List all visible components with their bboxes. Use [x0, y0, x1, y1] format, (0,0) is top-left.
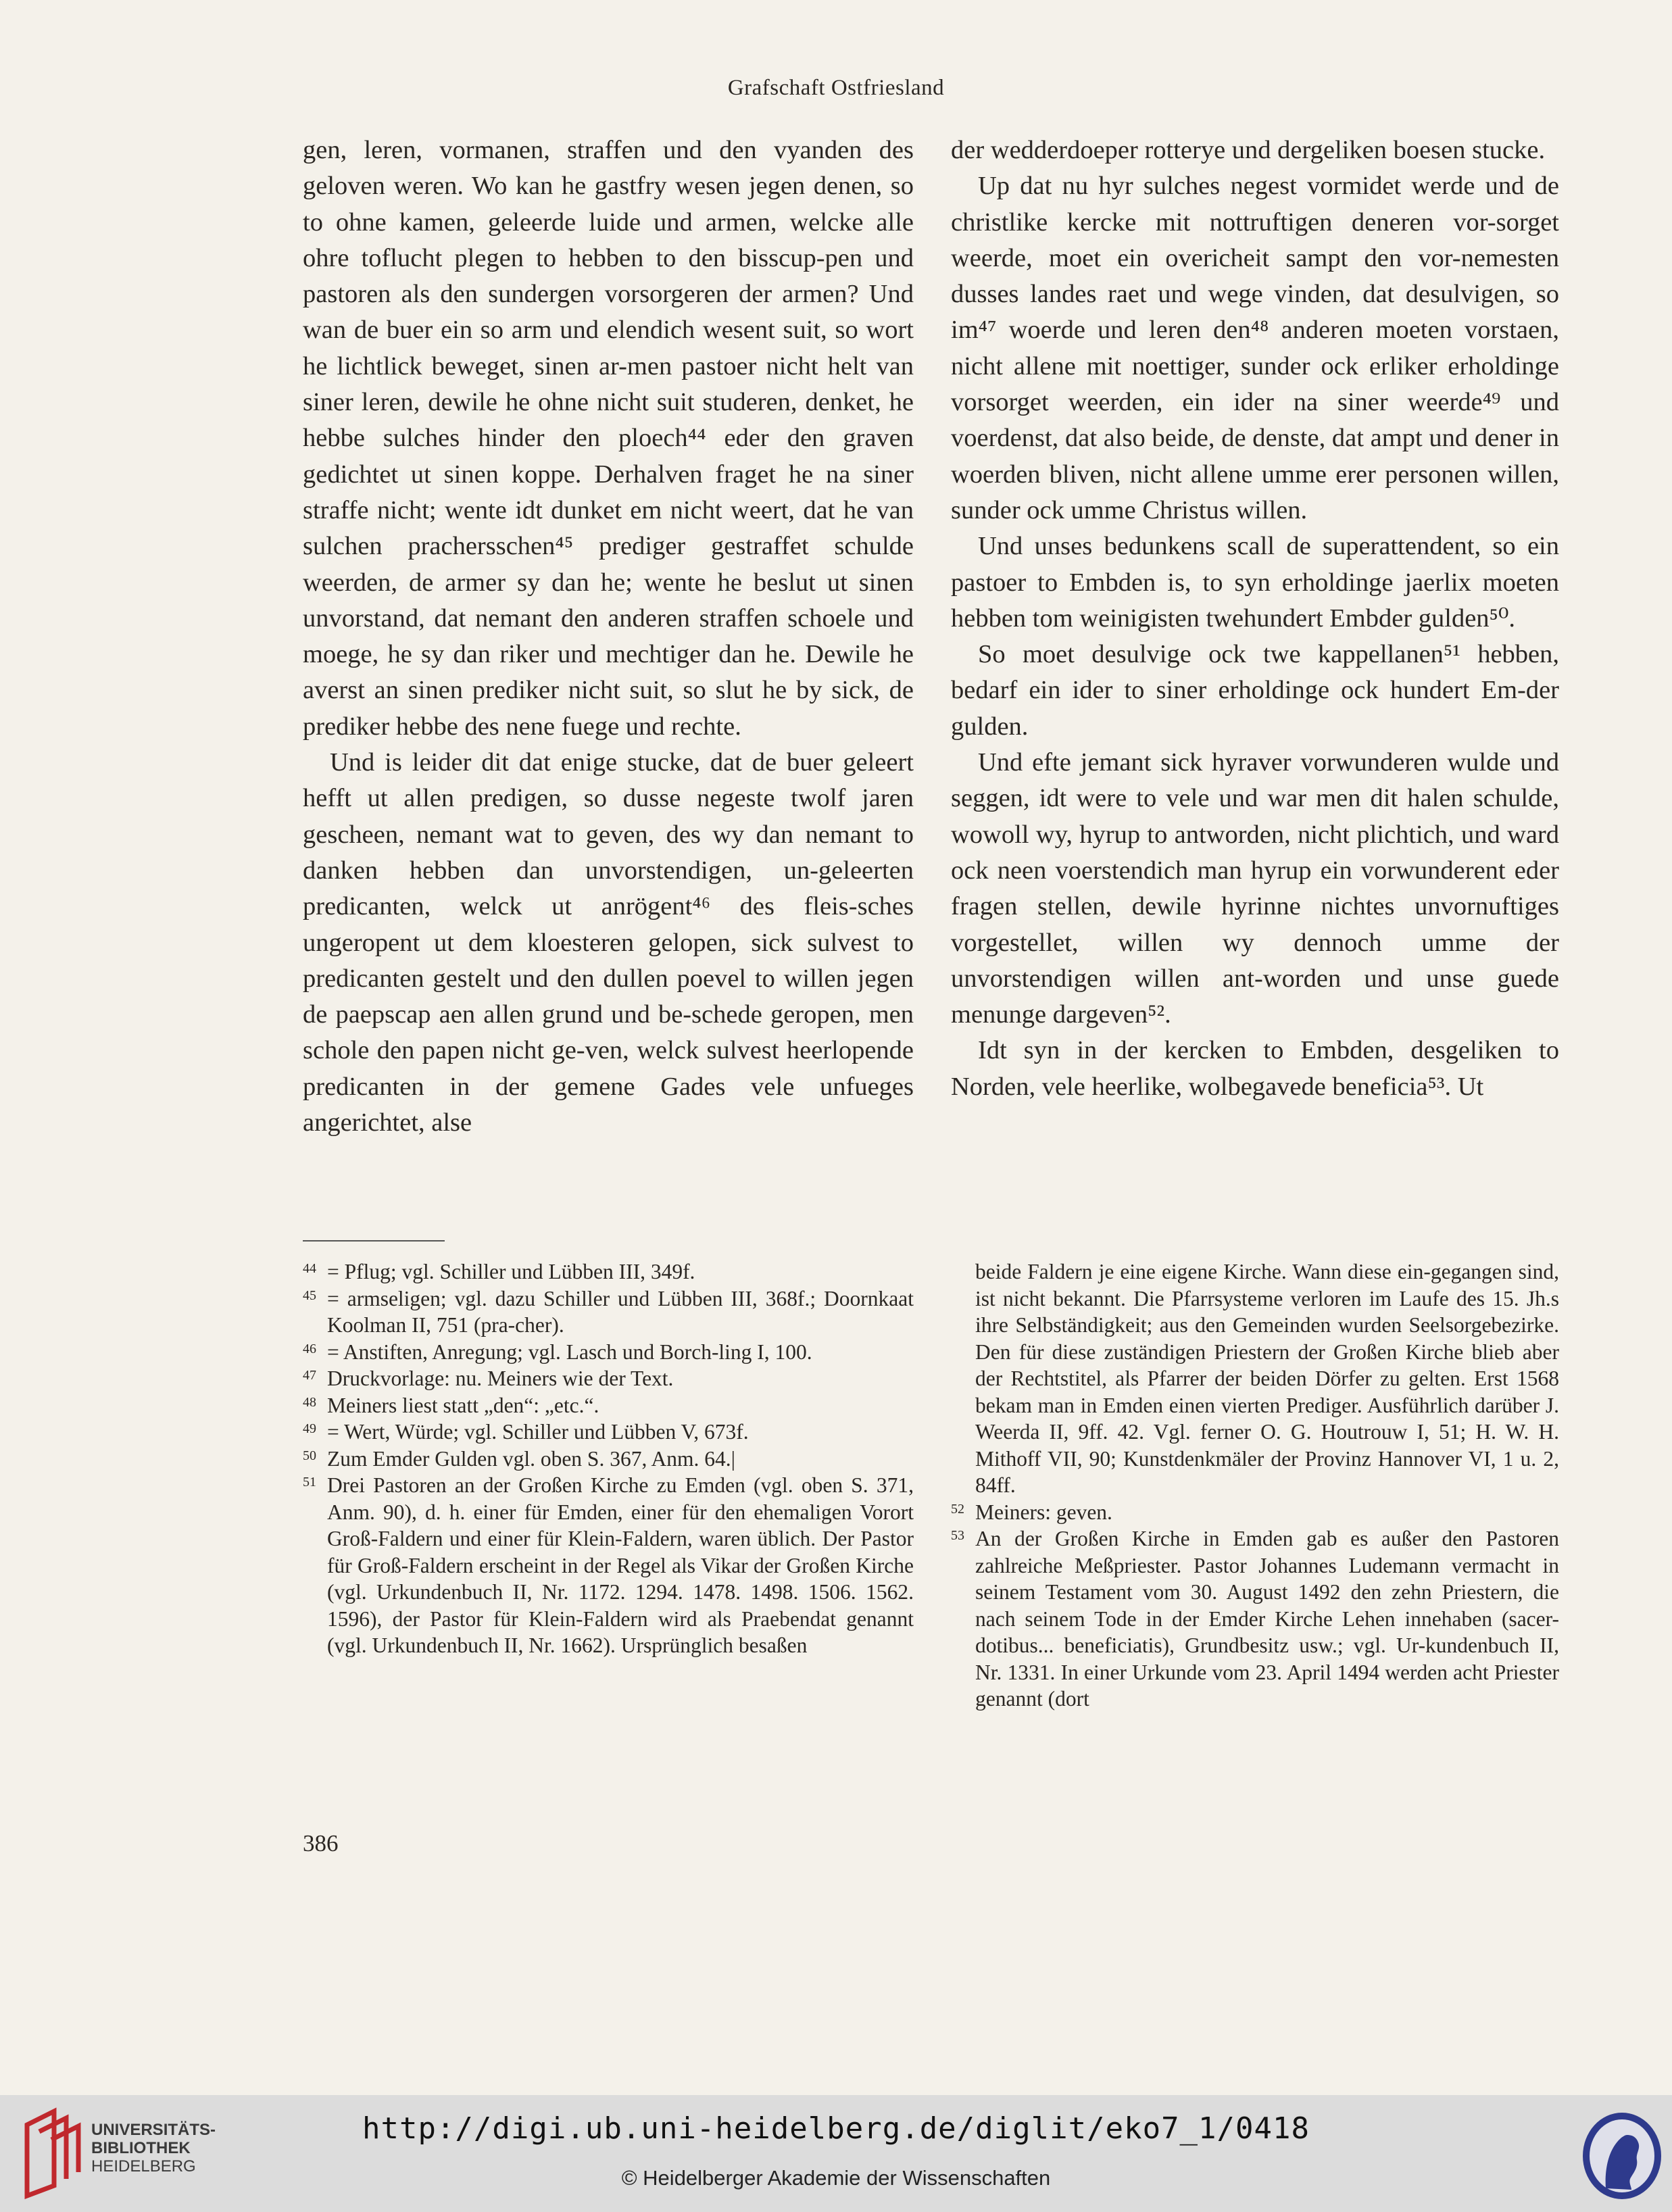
paragraph: Up dat nu hyr sulches negest vormidet werde und de christlike kercke mit nottruftigen deneren vor-sorget weerde, moet ein overicheit sampt den vor-nemesten dusses landes raet und wege vinden, dat desulvigen, so im⁴⁷ woerde und leren den⁴⁸ anderen moeten vorstaen, nicht allene mit noettiger, sunder ock erliker erholdinge vorsorget weerden, ein ider na siner weerde⁴⁹ und voerdenst, dat also beide, de denste, dat ampt und dener in woerden bliven, nicht allene umme erer personen willen, sunder ock umme Christus willen. [951, 172, 1559, 524]
footnote-number: 49 [303, 1421, 316, 1436]
footnote-number: 51 [303, 1475, 316, 1490]
paragraph: So moet desulvige ock twe kappellanen⁵¹ hebben, bedarf ein ider to siner erholdinge ock hundert Em-der gulden. [951, 640, 1559, 741]
permalink-url[interactable]: http://digi.ub.uni-heidelberg.de/diglit/eko7_1/0418 [362, 2111, 1310, 2146]
paragraph: Idt syn in der kercken to Embden, desgeliken to Norden, vele heerlike, wolbegavede beneficia⁵³. Ut [951, 1036, 1559, 1101]
paragraph: Und is leider dit dat enige stucke, dat de buer geleert hefft ut allen predigen, so dusse negeste twolf jaren gescheen, nemant wat to geven, des wy dan nemant to danken hebben dan unvorstendigen, un-geleerten predicanten, welck ut anrögent⁴⁶ des fleis-sches ungeropent ut dem kloesteren gelopen, sick sulvest to predicanten gestelt und den dullen poevel to willen jegen de paepscap aen allen grund und be-schede geropen, men schole den papen nicht ge-ven, welck sulvest heerlopende predicanten in der gemene Gades vele unfueges angerichtet, alse [303, 748, 914, 1137]
footnote-text: = armseligen; vgl. dazu Schiller und Lübben III, 368f.; Doornkaat Koolman II, 751 (pra-cher). [327, 1286, 914, 1337]
footnote [303, 1285, 914, 1339]
footnote-number: 53 [951, 1528, 964, 1543]
footnote-text: Druckvorlage: nu. Meiners wie der Text. [327, 1367, 674, 1390]
footnote-text: Meiners liest statt „den“: „etc.“. [327, 1393, 599, 1417]
academy-emblem-icon [1579, 2109, 1665, 2203]
library-name-line: BIBLIOTHEK [91, 2139, 191, 2157]
footnote-number: 52 [951, 1501, 964, 1517]
footnote-divider [303, 1240, 445, 1242]
library-name-line: UNIVERSITÄTS- [91, 2121, 216, 2139]
footnote [303, 1419, 914, 1446]
footnote [303, 1365, 914, 1392]
footnotes-left [303, 1258, 914, 1659]
library-name-line: HEIDELBERG [91, 2157, 196, 2176]
footnote-text: Meiners: geven. [975, 1500, 1112, 1524]
footnote-text: = Anstiften, Anregung; vgl. Lasch und Borch-ling I, 100. [327, 1340, 812, 1364]
footnote-number: 44 [303, 1261, 316, 1276]
footnote-number: 45 [303, 1287, 316, 1303]
left-text-column [303, 132, 914, 1141]
footnote-text: Zum Emder Gulden vgl. oben S. 367, Anm. 64.| [327, 1446, 735, 1471]
paragraph: Und unses bedunkens scall de superattendent, so ein pastoer to Embden is, to syn erholdinge jaerlix moeten hebben tom weinigisten twehundert Embder gulden⁵⁰. [951, 532, 1559, 633]
copyright-notice: © Heidelberger Akademie der Wissenschaften [621, 2166, 1051, 2190]
footnote [303, 1472, 914, 1659]
running-head: Grafschaft Ostfriesland [727, 76, 945, 100]
right-text-column [951, 132, 1559, 1105]
paragraph: der wedderdoeper rotterye und dergeliken boesen stucke. [951, 136, 1546, 164]
footnote-text: Drei Pastoren an der Großen Kirche zu Emden (vgl. oben S. 371, Anm. 90), d. h. einer für Emden, einer für den ehemaligen Vorort Groß-Faldern und einer für Klein-Faldern, waren üblich. Der Pastor für Groß-Faldern erscheint in der Regel als Vikar der Großen Kirche (vgl. Urkundenbuch II, Nr. 1172. 1294. 1478. 1498. 1506. 1562. 1596), der Pastor für Klein-Faldern wird als Praebendat genannt (vgl. Urkundenbuch II, Nr. 1662). Ursprünglich besaßen [327, 1473, 914, 1657]
paragraph: Und efte jemant sick hyraver vorwunderen wulde und seggen, idt were to vele und war men dit halen schulde, wowoll wy, hyrup to antworden, nicht plichtich, und ward ock neen voerstendich man hyrup ein vorwunderent eder fragen stellen, dewile hyrinne nichtes unvornuftiges vorgestellet, willen wy dennoch umme der unvorstendigen willen ant-worden und unse guede menunge dargeven⁵². [951, 748, 1559, 1029]
footnote-number: 48 [303, 1394, 316, 1410]
footnote-text: An der Großen Kirche in Emden gab es außer den Pastoren zahlreiche Meßpriester. Pastor Johannes Ludemann vermacht in seinem Testament vom 30. August 1492 den zehn Priestern, die nach seinem Tode in der Emder Kirche Lehen innehaben (sacer-dotibus... beneficiatis), Grundbesitz usw.; vgl. Ur-kundenbuch II, Nr. 1331. In einer Urkunde vom 23. April 1494 werden acht Priester genannt (dort [975, 1527, 1559, 1711]
library-footer [0, 2095, 1672, 2212]
page-number: 386 [303, 1830, 339, 1857]
footnote [303, 1446, 914, 1473]
footnote-text: = Wert, Würde; vgl. Schiller und Lübben V, 673f. [327, 1420, 749, 1444]
paragraph: gen, leren, vormanen, straffen und den vyanden des geloven weren. Wo kan he gastfry wesen jegen denen, so to ohne kamen, geleerde luide und armen, welcke alle ohre toflucht plegen to hebben to den bisscup-pen und pastoren als den sundergen vorsorgeren der armen? Und wan de buer ein so arm und elendich wesent suit, so wort he lichtlick beweget, sinen ar-men pastoer nicht helt van siner leren, dewile he ohne nicht suit studeren, denket, he hebbe sulches hinder den ploech⁴⁴ eder den graven gedichtet ut sinen koppe. Derhalven fraget he na siner straffe nicht; wente idt dunket em nicht weert, dat he van sulchen prachersschen⁴⁵ prediger gestraffet schulde weerden, de armer sy dan he; wente he beslut ut sinen unvorstand, dat nemant den anderen straffen schoele und moege, he sy dan riker und mechtiger dan he. Dewile he averst an sinen prediker nicht suit, so slut he by sick, de prediker hebbe des nene fuege und rechte. [303, 136, 914, 741]
footnote-continuation: beide Faldern je eine eigene Kirche. Wann diese ein-gegangen sind, ist nicht bekannt. Die Pfarrsysteme verloren im Laufe des 15. Jh.s ihre Selbständigkeit; aus den Gemeinden wurden Seelsorgebezirke. Den für diese zuständigen Priestern der Großen Kirche blieb aber der Rechtstitel, als Pfarrer der beiden Dörfer zu gelten. Erst 1568 bekam man in Emden einen vierten Prediger. Ausführlich darüber J. Weerda II, 9ff. 42. Vgl. ferner O. G. Houtrouw I, 51; H. W. H. Mithoff VII, 90; Kunstdenkmäler der Provinz Hannover VI, 1 u. 2, 84ff. [975, 1260, 1559, 1497]
footnote [303, 1339, 914, 1366]
footnote [303, 1392, 914, 1419]
footnote-text: = Pflug; vgl. Schiller und Lübben III, 349f. [327, 1260, 695, 1283]
footnote [303, 1258, 914, 1285]
footnote [951, 1525, 1559, 1713]
footnote-number: 46 [303, 1341, 316, 1356]
footnote [951, 1499, 1559, 1526]
footnote-number: 50 [303, 1448, 316, 1463]
footnote-number: 47 [303, 1368, 316, 1383]
footnotes-right [951, 1258, 1559, 1713]
